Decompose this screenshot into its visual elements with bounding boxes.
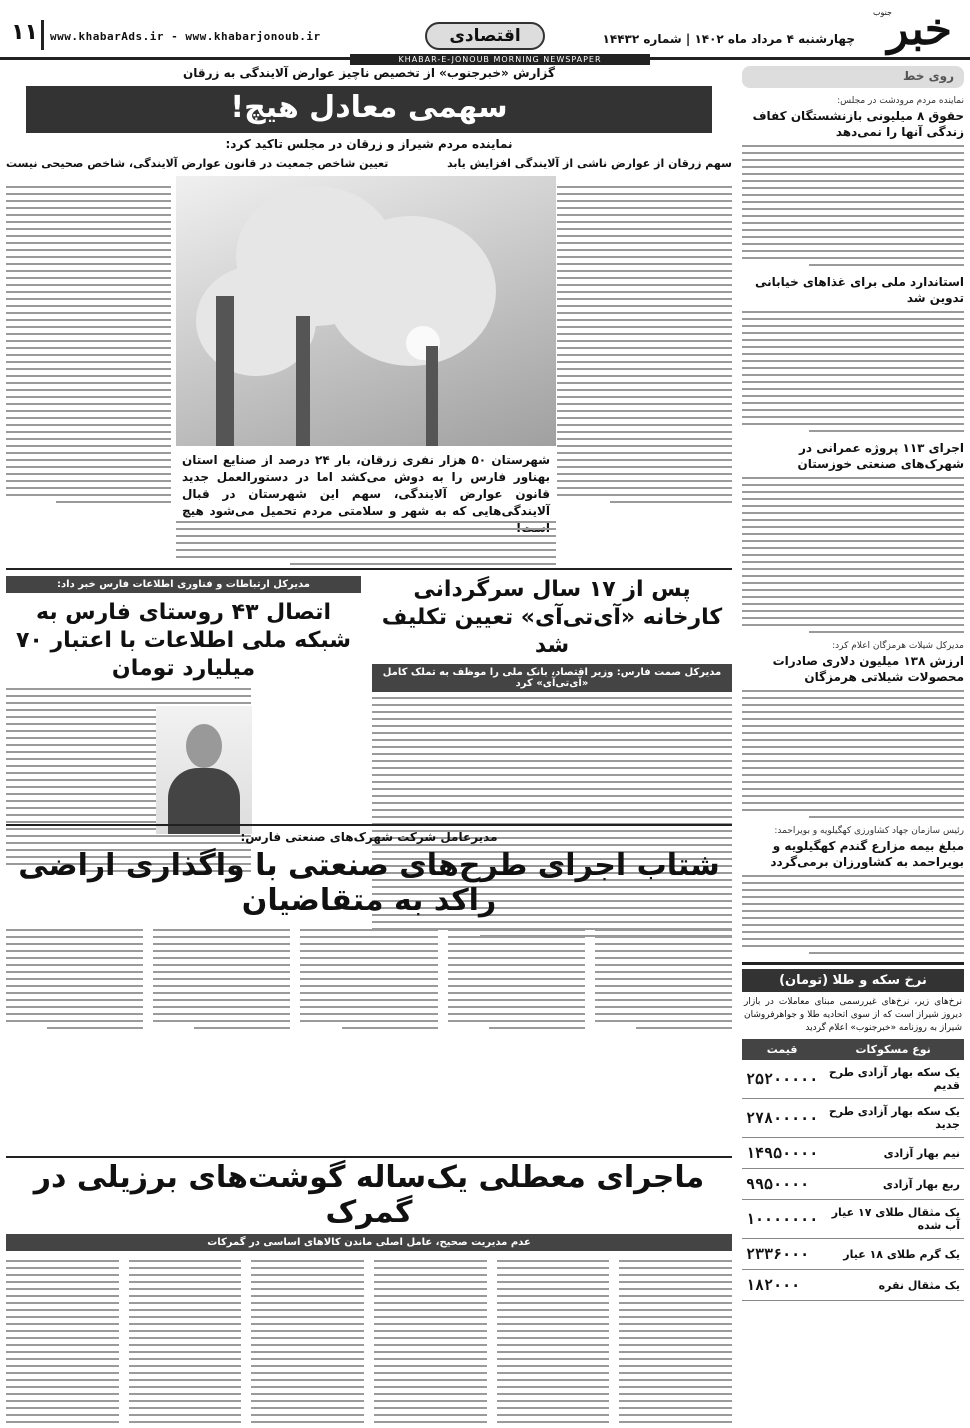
story-iti-headline: پس از ۱۷ سال سرگردانی کارخانه «آی‌تی‌آی» تعیین تکلیف شد [381,577,723,658]
body-text-column [6,181,171,508]
body-text-column [153,924,290,1034]
lead-headline: سهمی معادل هیچ! [26,86,712,133]
logo-text: خبر [887,4,952,55]
body-text-block [742,145,964,266]
coin-price: ۹۹۵۰۰۰۰ [742,1169,822,1200]
lead-subheads [6,157,732,170]
gold-prices-table [742,1039,964,1301]
body-text-block [742,875,964,954]
story-ict-kicker: مدیرکل ارتباطات و فناوری اطلاعات فارس خبر داد: [6,576,361,593]
body-text-column [497,1255,610,1428]
body-text-column [595,924,732,1034]
story-customs-headline: ماجرای معطلی یک‌ساله گوشت‌های برزیلی در گمرک [33,1160,705,1230]
section-title: اقتصادی [425,22,545,50]
sidebar [742,66,964,1426]
table-row [742,1099,964,1138]
coin-price: ۲۳۳۶۰۰۰ [742,1239,822,1270]
body-text-column [557,181,732,508]
photo-caption: شهرستان ۵۰ هزار نفری زرقان، بار ۲۴ درصد از صنایع استان بهناور فارس را به دوش می‌کشد اما در دستورالعمل جدید قانون عوارض آلایندگی، سهم این شهرستان در قبال آلایندگی‌هایی که به شهر و سلامتی مردم تحمیل می‌شود هیچ [182,453,551,518]
table-row [742,1138,964,1169]
lead-subhead: نماینده مردم شیراز و زرقان در مجلس تاکید کرد: [225,137,513,151]
story-customs [6,1160,732,1428]
official-portrait [156,706,252,834]
sidebar-story [742,96,964,266]
table-row [742,1270,964,1301]
lead-story [6,66,732,170]
story-customs-kicker: عدم مدیریت صحیح، عامل اصلی ماندن کالاهای اساسی در گمرکات [6,1234,732,1251]
body-text-column [129,1255,242,1428]
body-text-block [742,690,964,818]
story-industrial-kicker: مدیرعامل شرکت شهرک‌های صنعتی فارس: [240,830,498,844]
sidebar-story-kicker: نماینده مردم مرودشت در مجلس: [837,96,964,106]
body-text-column [300,924,437,1034]
body-text-columns [6,1255,732,1428]
lead-kicker: گزارش «خبرجنوب» از تخصیص ناچیز عوارض آلایندگی به زرقان [183,66,555,80]
section-divider [6,824,732,826]
paper-subtitle: KHABAR-E-JONOUB MORNING NEWSPAPER [350,54,650,65]
story-ict-headline: اتصال ۴۳ روستای فارس به شبکه ملی اطلاعات با اعتبار ۷۰ میلیارد تومان [15,600,352,681]
coin-name: یک سکه بهار آزادی طرح قدیم [822,1060,964,1099]
column-header: نوع مسکوکات [822,1039,964,1060]
body-text-column [374,1255,487,1428]
lead-subhead-left: تعیین شاخص جمعیت در قانون عوارض آلایندگی، شاخص صحیحی نیست [6,157,389,170]
sidebar-story-headline: ارزش ۱۳۸ میلیون دلاری صادرات محصولات شیلاتی هرمزگان [772,654,964,684]
coin-name: ربع بهار آزادی [822,1169,964,1200]
table-row [742,1169,964,1200]
story-industrial-headline: شتاب اجرای طرح‌های صنعتی با واگذاری اراضی راکد به متقاضیان [18,848,720,918]
issue-date: چهارشنبه ۴ مرداد ماه ۱۴۰۲ | شماره ۱۴۴۳۲ [602,32,855,46]
coin-price: ۱۴۹۵۰۰۰۰ [742,1138,822,1169]
body-text-column [6,1255,119,1428]
sidebar-story-headline: اجرای ۱۱۳ پروژه عمرانی در شهرک‌های صنعتی خوزستان [797,441,964,471]
coin-price: ۲۷۸۰۰۰۰۰ [742,1099,822,1138]
body-text-column [619,1255,732,1428]
coin-name: یک سکه بهار آزادی طرح جدید [822,1099,964,1138]
body-text-columns [6,924,732,1034]
sidebar-story [742,440,964,633]
table-row [742,1060,964,1099]
page-number: ۱۱ [8,20,44,50]
coin-name: یک مثقال نقره [822,1270,964,1301]
coin-name: نیم بهار آزادی [822,1138,964,1169]
sidebar-story [742,274,964,432]
masthead [0,0,970,64]
gold-prices-title: نرخ سکه و طلا (تومان) [742,969,964,992]
main-content [6,66,732,1426]
gold-prices-box [742,962,964,1301]
body-text-column [251,1255,364,1428]
table-row [742,1239,964,1270]
coin-name: یک مثقال طلای ۱۷ عیار آب شده [822,1200,964,1239]
column-header: قیمت [742,1039,822,1060]
sidebar-story-headline: مبلغ بیمه مزارع گندم کهگیلویه و بویراحمد به کشاورزان برمی‌گردد [770,839,964,869]
sidebar-story [742,641,964,818]
body-text-block [742,477,964,633]
coin-name: یک گرم طلای ۱۸ عیار [822,1239,964,1270]
coin-price: ۱۸۲۰۰۰ [742,1270,822,1301]
lead-subhead-right: سهم زرقان از عوارض ناشی از آلایندگی افزایش یابد [447,157,732,170]
logo-subtext: جنوب [872,8,892,17]
body-text-block [742,311,964,432]
sidebar-story-kicker: مدیرکل شیلات هرمزگان اعلام کرد: [832,641,964,651]
section-divider [6,1156,732,1158]
body-text-column [448,924,585,1034]
story-iti-kicker: مدیرکل صمت فارس: وزیر اقتصاد، بانک ملی را موظف به تملک کامل «آی‌تی‌آی» کرد [372,664,732,692]
table-row [742,1200,964,1239]
section-divider [6,568,732,570]
sidebar-label: روی خط [742,66,964,88]
coin-price: ۱۰۰۰۰۰۰۰ [742,1200,822,1239]
site-urls[interactable]: www.khabarAds.ir - www.khabarjonoub.ir [50,30,321,43]
sidebar-story-kicker: رئیس سازمان جهاد کشاورزی کهگیلویه و بویراحمد: [774,826,964,836]
gold-prices-note: نرخ‌های زیر، نرخ‌های غیررسمی مبنای معاملات در بازار دیروز شیراز است که از سوی اتحادیه طلا و جواهرفروشان شیراز به روزنامه «خبرجنوب» اعلام گردید [744,997,962,1033]
body-text-column [176,516,556,570]
pollution-photo [176,176,556,446]
story-industrial [6,830,732,1034]
sidebar-story-headline: حقوق ۸ میلیونی بازنشستگان کفاف زندگی آنها را نمی‌دهد [752,109,964,139]
coin-price: ۲۵۲۰۰۰۰۰ [742,1060,822,1099]
paper-logo [862,4,962,56]
body-text-column [6,924,143,1034]
sidebar-story [742,826,964,954]
sidebar-story-headline: استاندارد ملی برای غذاهای خیابانی تدوین شد [755,275,964,305]
